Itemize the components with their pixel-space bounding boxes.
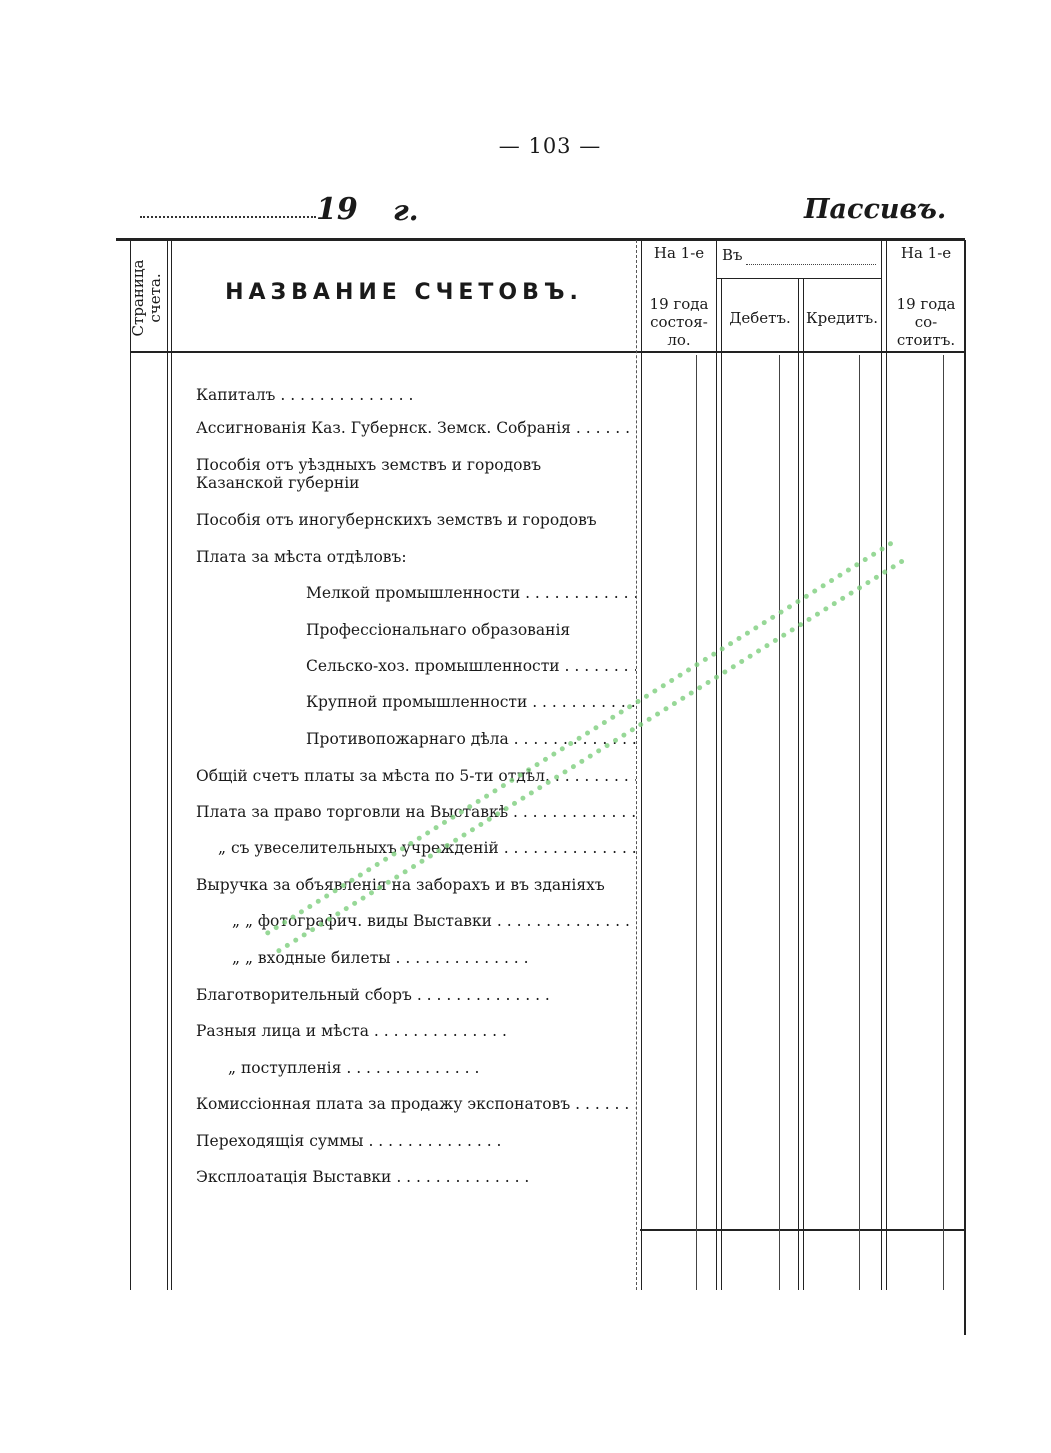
account-row xyxy=(196,456,628,492)
close-col-left-rule xyxy=(881,240,882,1290)
account-label: „ „ входные билеты . . xyxy=(232,949,529,967)
col-header-page: Страница счета. xyxy=(129,259,164,337)
credit-col-left-rule-double xyxy=(803,278,804,1290)
account-label: Переходящія суммы . . xyxy=(196,1132,501,1150)
col-header-credit: Кредитъ. xyxy=(806,309,878,327)
close-col-inner-rule xyxy=(943,355,944,1290)
account-row xyxy=(306,693,636,711)
account-row xyxy=(196,419,636,437)
table-right-rule xyxy=(964,240,966,1335)
account-label: Противопожарнаго дѣла . . xyxy=(306,730,636,748)
account-label: Плата за право торговли на Выставкѣ . . xyxy=(196,803,636,821)
col-header-in: Въ xyxy=(722,246,743,264)
account-row xyxy=(196,1132,636,1150)
account-row xyxy=(306,621,636,639)
account-row xyxy=(196,548,636,566)
account-label: Благотворительный сборъ . . xyxy=(196,986,550,1004)
title-col-rule xyxy=(636,240,637,1290)
open-col-left-rule xyxy=(641,240,642,1290)
account-label: Пособія отъ уѣздныхъ земствъ и городовъ Казанской губерніи xyxy=(196,456,542,492)
year-label: 19 xyxy=(316,192,358,227)
account-row xyxy=(232,949,636,967)
account-row xyxy=(196,986,636,1004)
page-col-rule xyxy=(167,240,168,1290)
account-label: Капиталъ . . xyxy=(196,386,413,404)
account-label: Ассигнованія Каз. Губернск. Земск. Собранія . . xyxy=(196,419,636,437)
account-row xyxy=(196,876,636,894)
col-header-open-top: На 1-е xyxy=(653,244,705,262)
account-label: Профессіональнаго образованія xyxy=(306,621,571,639)
debit-col-inner-rule xyxy=(779,355,780,1290)
account-label: Выручка за объявленія на заборахъ и въ зданіяхъ xyxy=(196,876,605,894)
account-label: Эксплоатація Выставки . . xyxy=(196,1168,529,1186)
account-row xyxy=(196,1095,636,1113)
account-row xyxy=(306,584,636,602)
year-blank-line xyxy=(140,216,316,218)
account-row xyxy=(228,1059,636,1077)
col-header-debit: Дебетъ. xyxy=(729,309,791,327)
credit-col-left-rule xyxy=(798,278,799,1290)
col-header-in-blank xyxy=(746,264,876,265)
account-label: Плата за мѣста отдѣловъ: xyxy=(196,548,407,566)
account-label: „ съ увеселительныхъ учрежденій . . xyxy=(218,839,636,857)
col-header-close-bottom: 19 года со-стоитъ. xyxy=(896,295,956,349)
account-label: Пособія отъ иногубернскихъ земствъ и городовъ xyxy=(196,511,597,529)
account-row xyxy=(196,803,636,821)
account-row xyxy=(196,386,636,404)
account-label: Мелкой промышленности . . xyxy=(306,584,636,602)
account-label: Крупной промышленности . . xyxy=(306,693,636,711)
header-bottom-rule xyxy=(130,351,965,353)
page-heading: Пассивъ. xyxy=(804,194,947,225)
account-label: Общій счетъ платы за мѣста по 5-ти отдѣл. . . xyxy=(196,767,636,785)
account-label: Сельско-хоз. промышленности . . xyxy=(306,657,636,675)
account-label: Комиссіонная плата за продажу экспонатовъ . . xyxy=(196,1095,636,1113)
open-col-inner-rule xyxy=(696,355,697,1290)
col-header-title: НАЗВАНИЕ СЧЕТОВЪ. xyxy=(225,280,583,305)
account-label: Разныя лица и мѣста . . xyxy=(196,1022,507,1040)
table-left-rule xyxy=(130,240,131,1290)
col-header-open-bottom: 19 года состоя-ло. xyxy=(649,295,709,349)
table-top-rule xyxy=(116,238,965,241)
debit-col-left-rule xyxy=(716,240,717,1290)
page-number: — 103 — xyxy=(498,134,602,158)
account-row xyxy=(196,1168,636,1186)
account-row xyxy=(196,511,636,529)
page-col-rule-double xyxy=(171,240,172,1290)
close-col-left-rule-double xyxy=(886,240,887,1290)
account-row xyxy=(196,1022,636,1040)
credit-col-inner-rule xyxy=(859,355,860,1290)
account-label: „ поступленія . . xyxy=(228,1059,479,1077)
account-row xyxy=(306,657,636,675)
account-label: „ „ фотографич. виды Выставки . . xyxy=(232,912,630,930)
year-suffix: г. xyxy=(393,194,419,227)
col-header-close-top: На 1-е xyxy=(900,244,952,262)
debit-col-left-rule-double xyxy=(721,278,722,1290)
